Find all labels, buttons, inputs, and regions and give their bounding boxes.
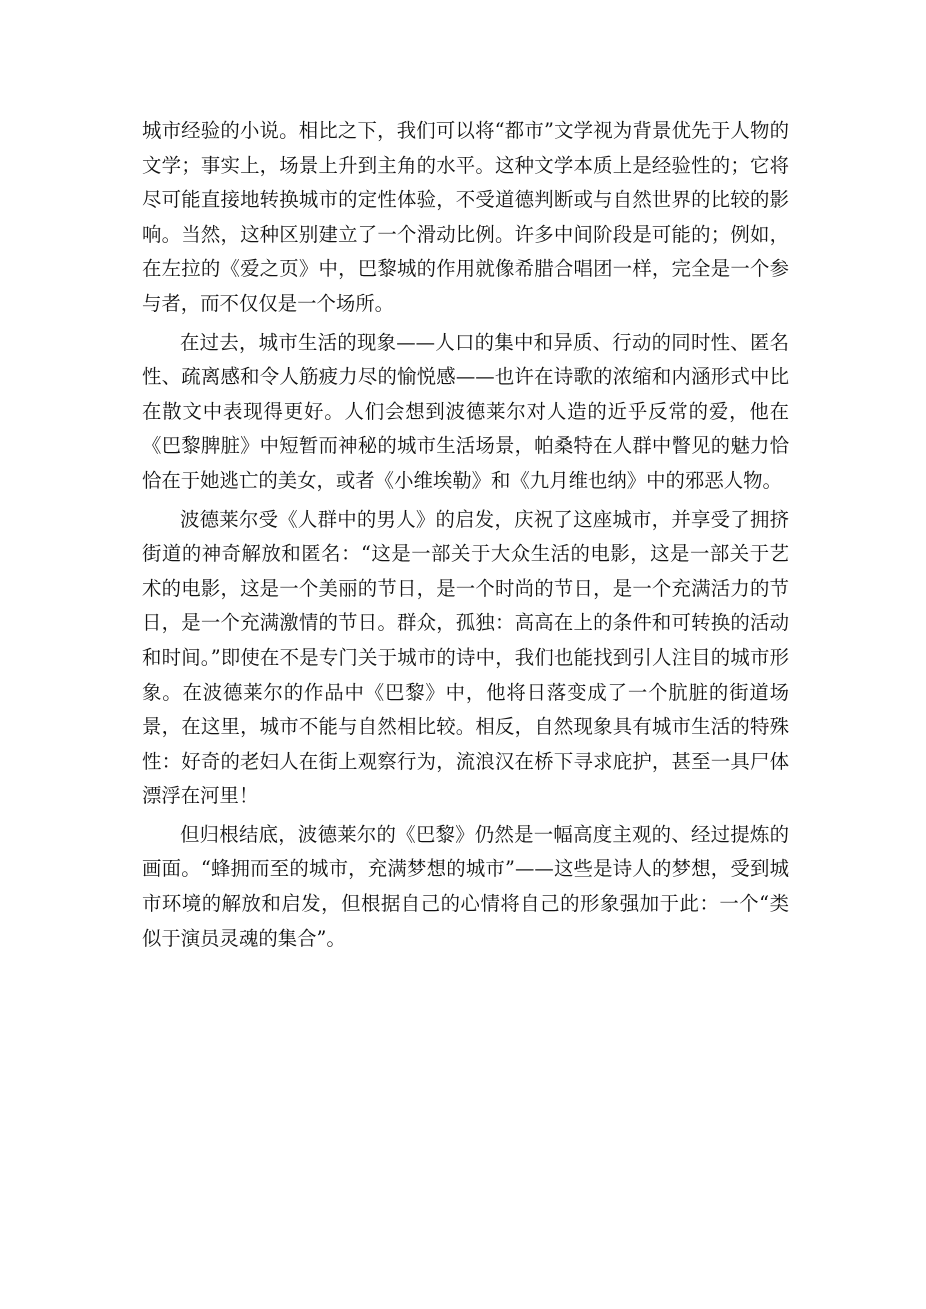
paragraph-4: 但归根结底，波德莱尔的《巴黎》仍然是一幅高度主观的、经过提炼的画面。“蜂拥而至的城市，充满梦想的城市”——这些是诗人的梦想，受到城市环境的解放和启发，但根据自己的心情将自己的形象强加于此：一个“类似于演员灵魂的集合”。: [142, 822, 789, 950]
paragraph-2: 在过去，城市生活的现象——人口的集中和异质、行动的同时性、匿名性、疏离感和令人筋疲力尽的愉悦感——也许在诗歌的浓缩和内涵形式中比在散文中表现得更好。人们会想到波德莱尔对人造的近乎反常的爱，他在《巴黎脾脏》中短暂而神秘的城市生活场景，帕桑特在人群中瞥见的魅力恰恰在于她逃亡的美女，或者《小维埃勒》和《九月维也纳》中的邪恶人物。: [142, 330, 789, 492]
document-page: [142, 114, 789, 956]
paragraph-1: 城市经验的小说。相比之下，我们可以将“都市”文学视为背景优先于人物的文学；事实上，场景上升到主角的水平。这种文学本质上是经验性的；它将尽可能直接地转换城市的定性体验，不受道德判断或与自然世界的比较的影响。当然，这种区别建立了一个滑动比例。许多中间阶段是可能的；例如，在左拉的《爱之页》中，巴黎城的作用就像希腊合唱团一样，完全是一个参与者，而不仅仅是一个场所。: [142, 119, 789, 315]
paragraph-3: 波德莱尔受《人群中的男人》的启发，庆祝了这座城市，并享受了拥挤街道的神奇解放和匿名：“这是一部关于大众生活的电影，这是一部关于艺术的电影，这是一个美丽的节日，是一个时尚的节日，是一个充满活力的节日，是一个充满激情的节日。群众，孤独：高高在上的条件和可转换的活动和时间。”即使在不是专门关于城市的诗中，我们也能找到引人注目的城市形象。在波德莱尔的作品中《巴黎》中，他将日落变成了一个肮脏的街道场景，在这里，城市不能与自然相比较。相反，自然现象具有城市生活的特殊性：好奇的老妇人在街上观察行为，流浪汉在桥下寻求庇护，甚至一具尸体漂浮在河里！: [142, 507, 789, 808]
